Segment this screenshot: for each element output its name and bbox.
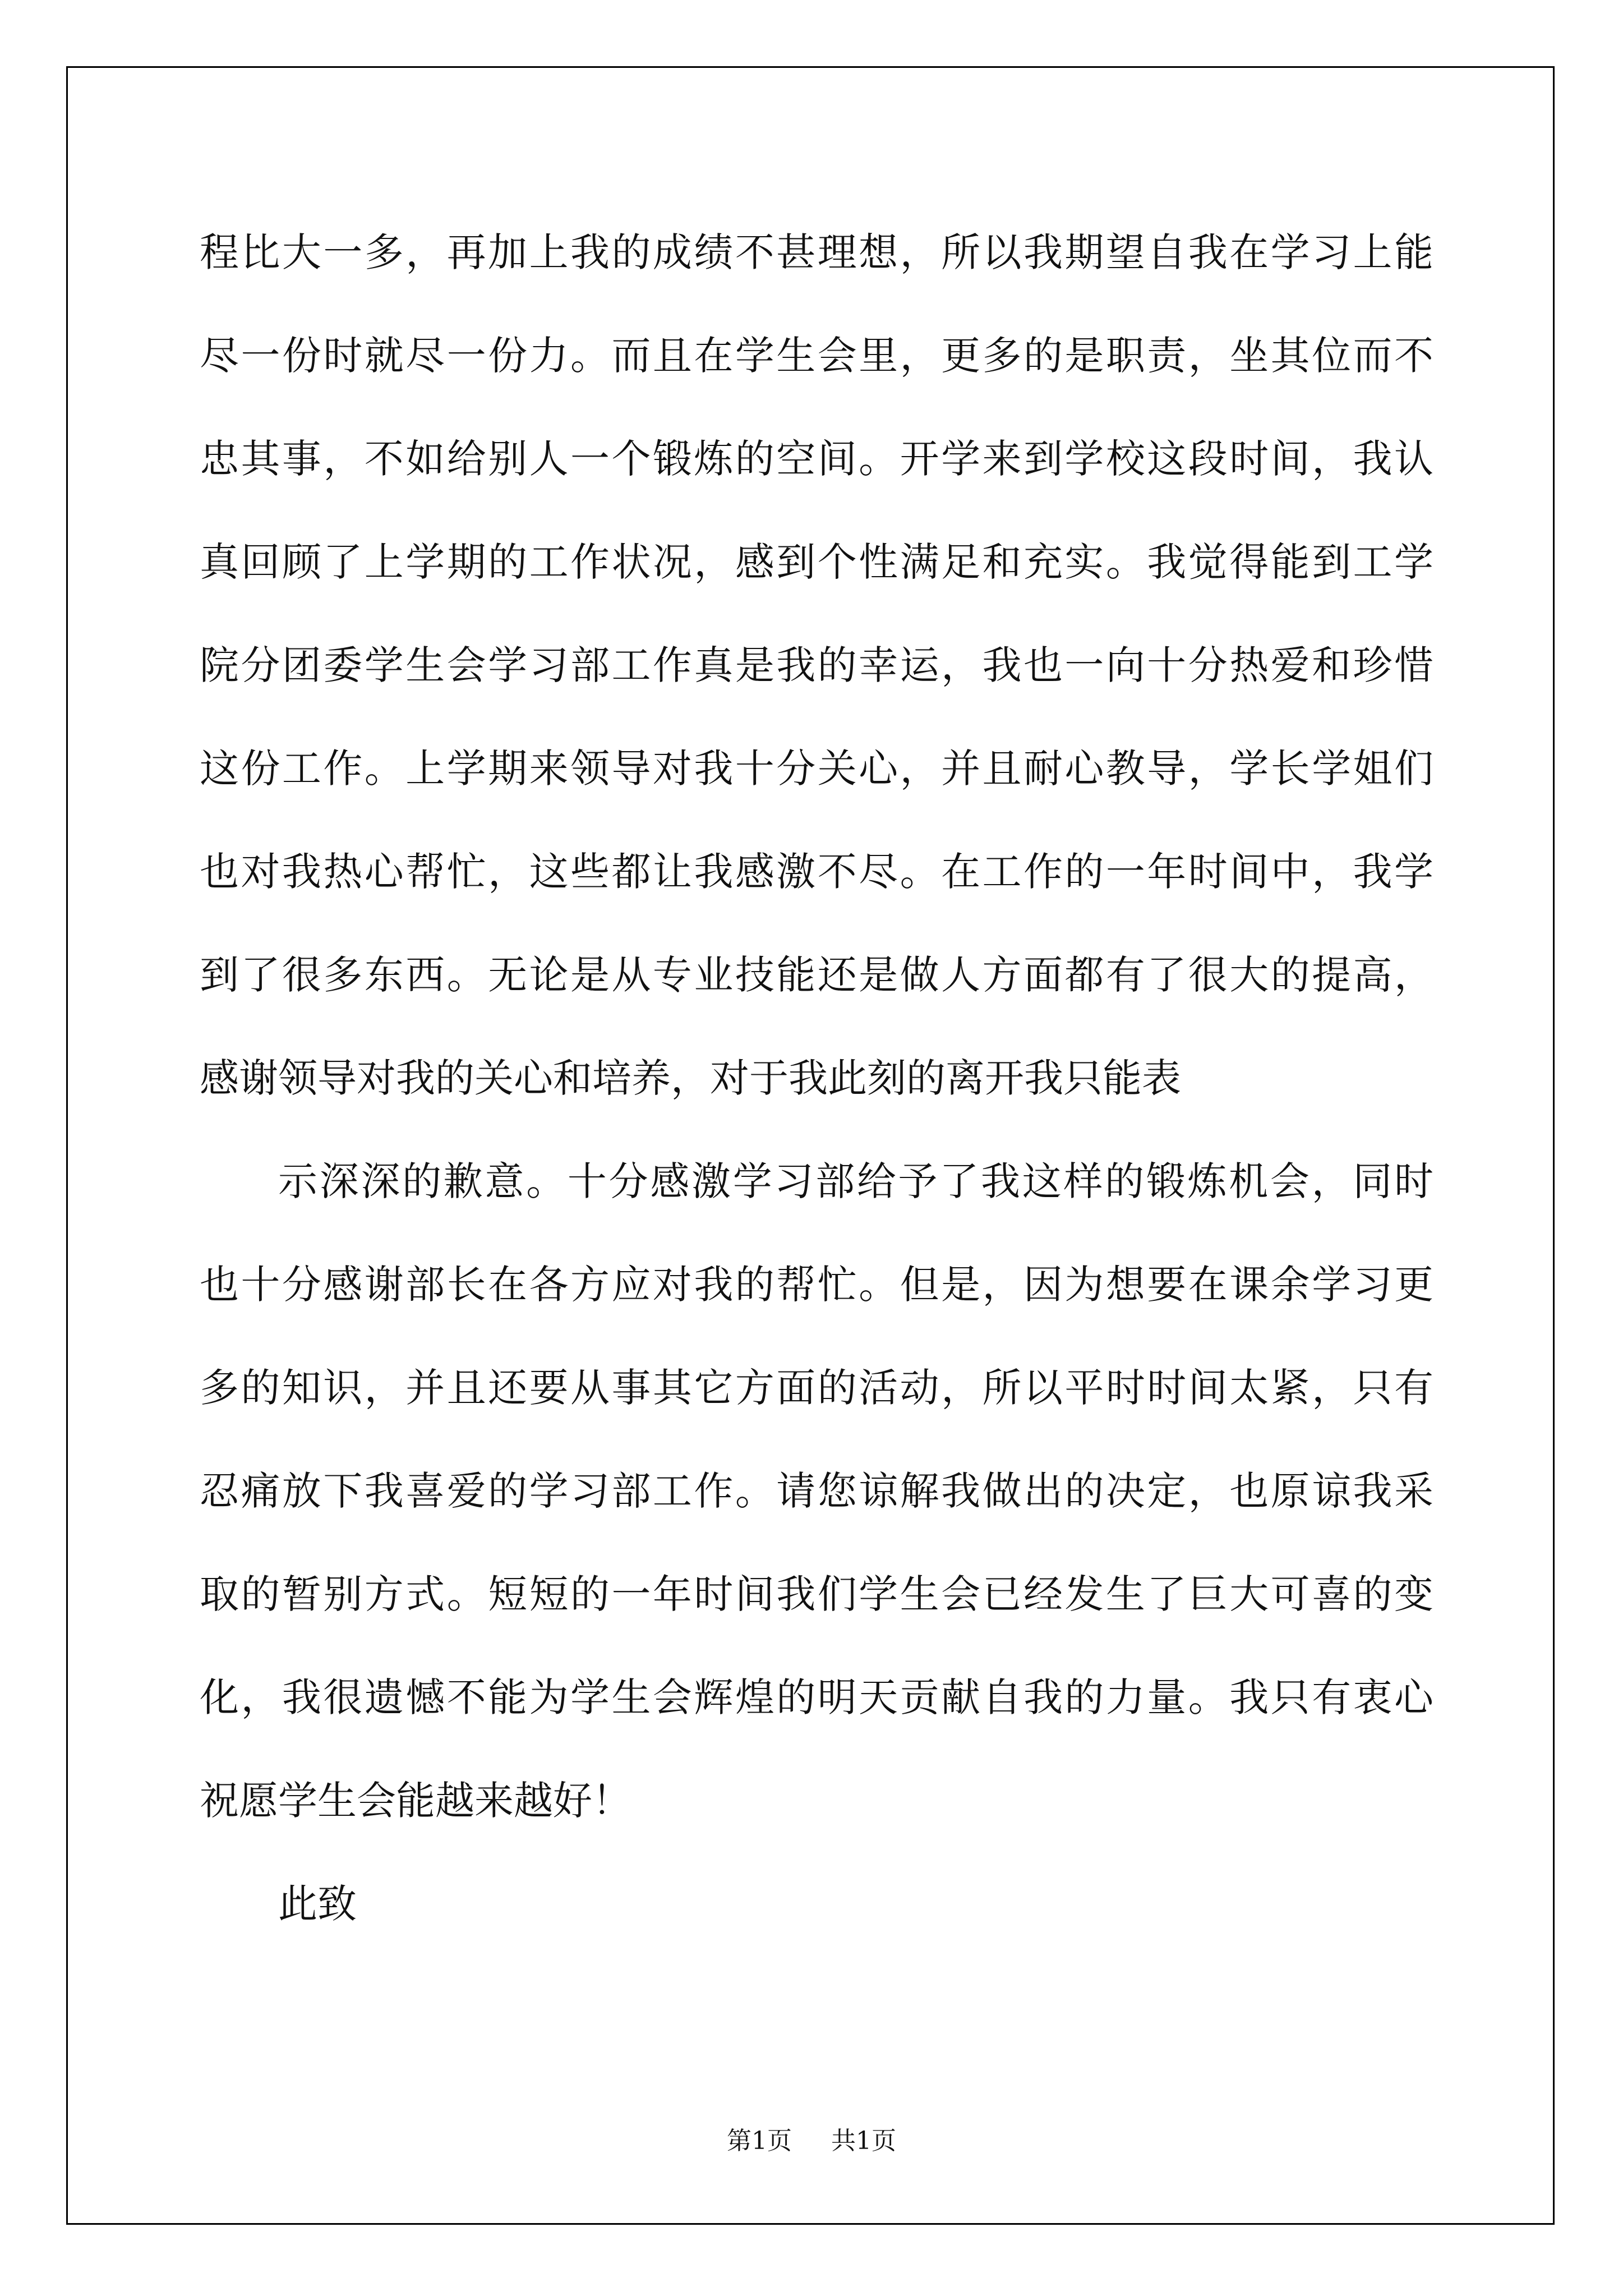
page-total: 共1页 — [831, 2127, 896, 2155]
text-line: 这份工作。上学期来领导对我十分关心，并且耐心教导，学长学姐们 — [200, 746, 1433, 792]
closing-salutation: 此致 — [278, 1881, 357, 1927]
text-line: 也十分感谢部长在各方应对我的帮忙。但是，因为想要在课余学习更 — [200, 1262, 1433, 1308]
document-body — [200, 201, 1433, 1955]
text-line: 程比大一多，再加上我的成绩不甚理想，所以我期望自我在学习上能 — [200, 229, 1433, 275]
text-line: 也对我热心帮忙，这些都让我感激不尽。在工作的一年时间中，我学 — [200, 849, 1433, 895]
text-line: 多的知识，并且还要从事其它方面的活动，所以平时时间太紧，只有 — [200, 1365, 1433, 1411]
text-line: 忠其事，不如给别人一个锻炼的空间。开学来到学校这段时间，我认 — [200, 436, 1433, 482]
text-line: 忍痛放下我喜爱的学习部工作。请您谅解我做出的决定，也原谅我采 — [200, 1468, 1433, 1514]
text-line: 示深深的歉意。十分感激学习部给予了我这样的锻炼机会，同时 — [278, 1158, 1433, 1204]
text-line: 感谢领导对我的关心和培养，对于我此刻的离开我只能表 — [200, 1055, 1181, 1101]
text-line: 祝愿学生会能越来越好！ — [200, 1778, 631, 1824]
text-line: 化，我很遗憾不能为学生会辉煌的明天贡献自我的力量。我只有衷心 — [200, 1674, 1433, 1720]
text-line: 院分团委学生会学习部工作真是我的幸运，我也一向十分热爱和珍惜 — [200, 642, 1433, 688]
text-line: 尽一份时就尽一份力。而且在学生会里，更多的是职责，坐其位而不 — [200, 333, 1433, 379]
text-line: 到了很多东西。无论是从专业技能还是做人方面都有了很大的提高， — [200, 952, 1433, 998]
page-footer — [0, 2120, 1623, 2156]
page-number: 第1页 — [727, 2127, 792, 2155]
text-line: 取的暂别方式。短短的一年时间我们学生会已经发生了巨大可喜的变 — [200, 1571, 1433, 1617]
text-line: 真回顾了上学期的工作状况，感到个性满足和充实。我觉得能到工学 — [200, 539, 1433, 585]
